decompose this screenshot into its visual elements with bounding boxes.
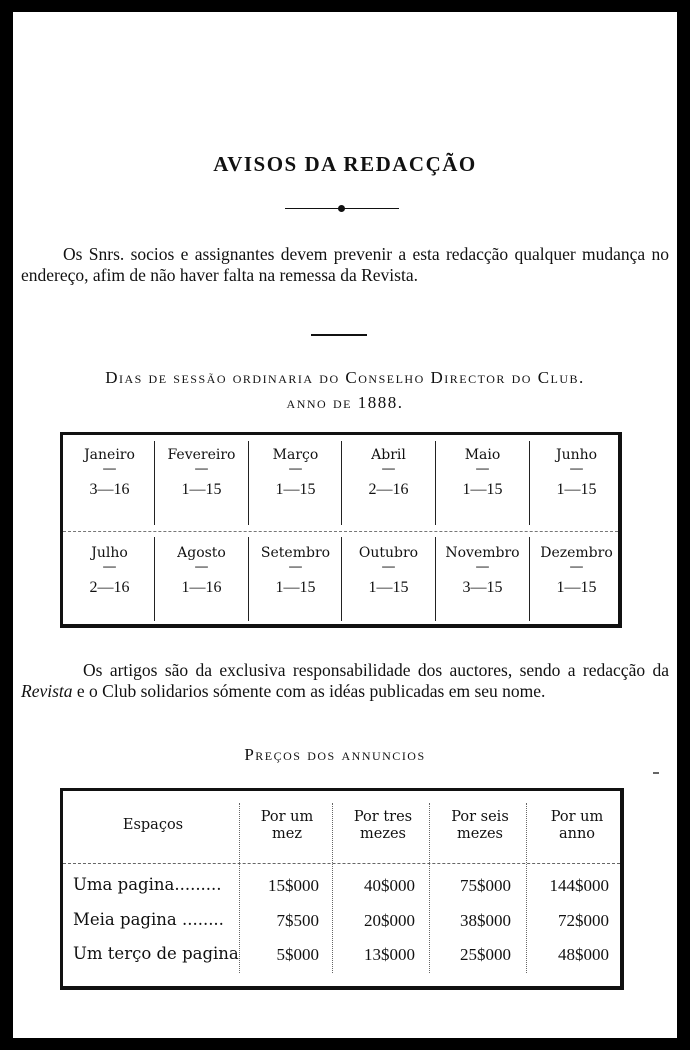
session-schedule-table: [60, 432, 622, 628]
price-cell: 38$000: [460, 911, 511, 930]
separator-dash: —: [475, 559, 490, 575]
session-days: 1—15: [275, 481, 316, 498]
month-name: Dezembro: [540, 545, 613, 561]
session-days: 1—15: [181, 481, 222, 498]
separator-dash: —: [194, 559, 209, 575]
month-name: Abril: [371, 447, 406, 463]
sessions-year: anno de 1888.: [286, 393, 404, 412]
month-name: Março: [272, 447, 319, 463]
schedule-cell-julho: [63, 545, 156, 597]
schedule-cell-marco: [249, 447, 342, 499]
ornament-dot: [338, 205, 345, 212]
header-por-um-anno: Por um anno: [550, 809, 604, 842]
price-cell: 144$000: [549, 876, 609, 895]
header-por-seis-mezes: Por seis mezes: [451, 809, 509, 842]
page: [13, 12, 677, 1038]
row-label-uma-pagina: Uma pagina.........: [73, 875, 222, 894]
separator-dash: —: [475, 461, 490, 477]
schedule-cell-dezembro: [530, 545, 623, 597]
column-divider: [332, 803, 333, 973]
session-days: 1—16: [181, 579, 222, 596]
header-por-um-mez: Por um mez: [260, 809, 314, 842]
print-speck: [653, 772, 659, 774]
schedule-cell-outubro: [342, 545, 435, 597]
session-days: 1—15: [462, 481, 503, 498]
schedule-cell-maio: [436, 447, 529, 499]
schedule-cell-setembro: [249, 545, 342, 597]
schedule-cell-junho: [530, 447, 623, 499]
schedule-cell-agosto: [155, 545, 248, 597]
schedule-cell-abril: [342, 447, 435, 499]
separator-dash: —: [102, 461, 117, 477]
prices-heading: Preços dos annuncios: [244, 745, 426, 764]
session-days: 1—15: [275, 579, 316, 596]
price-cell: 48$000: [558, 945, 609, 964]
separator-dash: —: [288, 559, 303, 575]
price-cell: 25$000: [460, 945, 511, 964]
separator-dash: —: [569, 559, 584, 575]
session-days: 3—16: [89, 481, 130, 498]
header-divider: [63, 863, 620, 864]
session-days: 1—15: [556, 481, 597, 498]
separator-dash: —: [569, 461, 584, 477]
header-espacos: Espaços: [122, 817, 184, 833]
month-name: Julho: [91, 545, 128, 561]
schedule-cell-janeiro: [63, 447, 156, 499]
separator-dash: —: [194, 461, 209, 477]
row-label-um-terco: Um terço de pagina: [73, 944, 239, 963]
session-days: 2—16: [89, 579, 130, 596]
month-name: Junho: [555, 447, 598, 463]
month-name: Agosto: [177, 545, 226, 561]
schedule-cell-fevereiro: [155, 447, 248, 499]
header-por-tres-mezes: Por tres mezes: [353, 809, 413, 842]
price-cell: 7$500: [276, 911, 319, 930]
disclaimer-text: e o Club solidarios sómente com as idéas publicadas em seu nome.: [72, 681, 546, 701]
revista-title: Revista: [21, 681, 73, 701]
row-label-meia-pagina: Meia pagina ........: [73, 910, 224, 929]
disclaimer-text: Os artigos são da exclusiva responsabilidade dos auctores, sendo a redacção da: [83, 660, 669, 680]
column-divider: [429, 803, 430, 973]
price-cell: 40$000: [364, 876, 415, 895]
notice-paragraph: Os Snrs. socios e assignantes devem prevenir a esta redacção qualquer mudança no endereço, afim de não haver falta na remessa da Revista.: [21, 244, 669, 285]
row-divider: [63, 531, 618, 532]
section-divider: [311, 334, 367, 336]
session-days: 1—15: [368, 579, 409, 596]
session-days: 1—15: [556, 579, 597, 596]
disclaimer-paragraph: [21, 660, 669, 702]
price-cell: 13$000: [364, 945, 415, 964]
price-cell: 72$000: [558, 911, 609, 930]
month-name: Janeiro: [84, 447, 135, 463]
separator-dash: —: [381, 461, 396, 477]
schedule-cell-novembro: [436, 545, 529, 597]
separator-dash: —: [102, 559, 117, 575]
separator-dash: —: [381, 559, 396, 575]
column-divider: [526, 803, 527, 973]
session-days: 3—15: [462, 579, 503, 596]
advert-prices-table: [60, 788, 624, 990]
price-cell: 75$000: [460, 876, 511, 895]
session-days: 2—16: [368, 481, 409, 498]
month-name: Fevereiro: [167, 447, 236, 463]
page-title: AVISOS DA REDACÇÃO: [213, 152, 477, 176]
month-name: Maio: [464, 447, 501, 463]
price-cell: 15$000: [268, 876, 319, 895]
price-cell: 5$000: [276, 945, 319, 964]
month-name: Outubro: [358, 545, 419, 561]
sessions-heading: Dias de sessão ordinaria do Conselho Director do Club.: [105, 368, 585, 387]
month-name: Setembro: [260, 545, 331, 561]
month-name: Novembro: [445, 545, 520, 561]
price-cell: 20$000: [364, 911, 415, 930]
separator-dash: —: [288, 461, 303, 477]
